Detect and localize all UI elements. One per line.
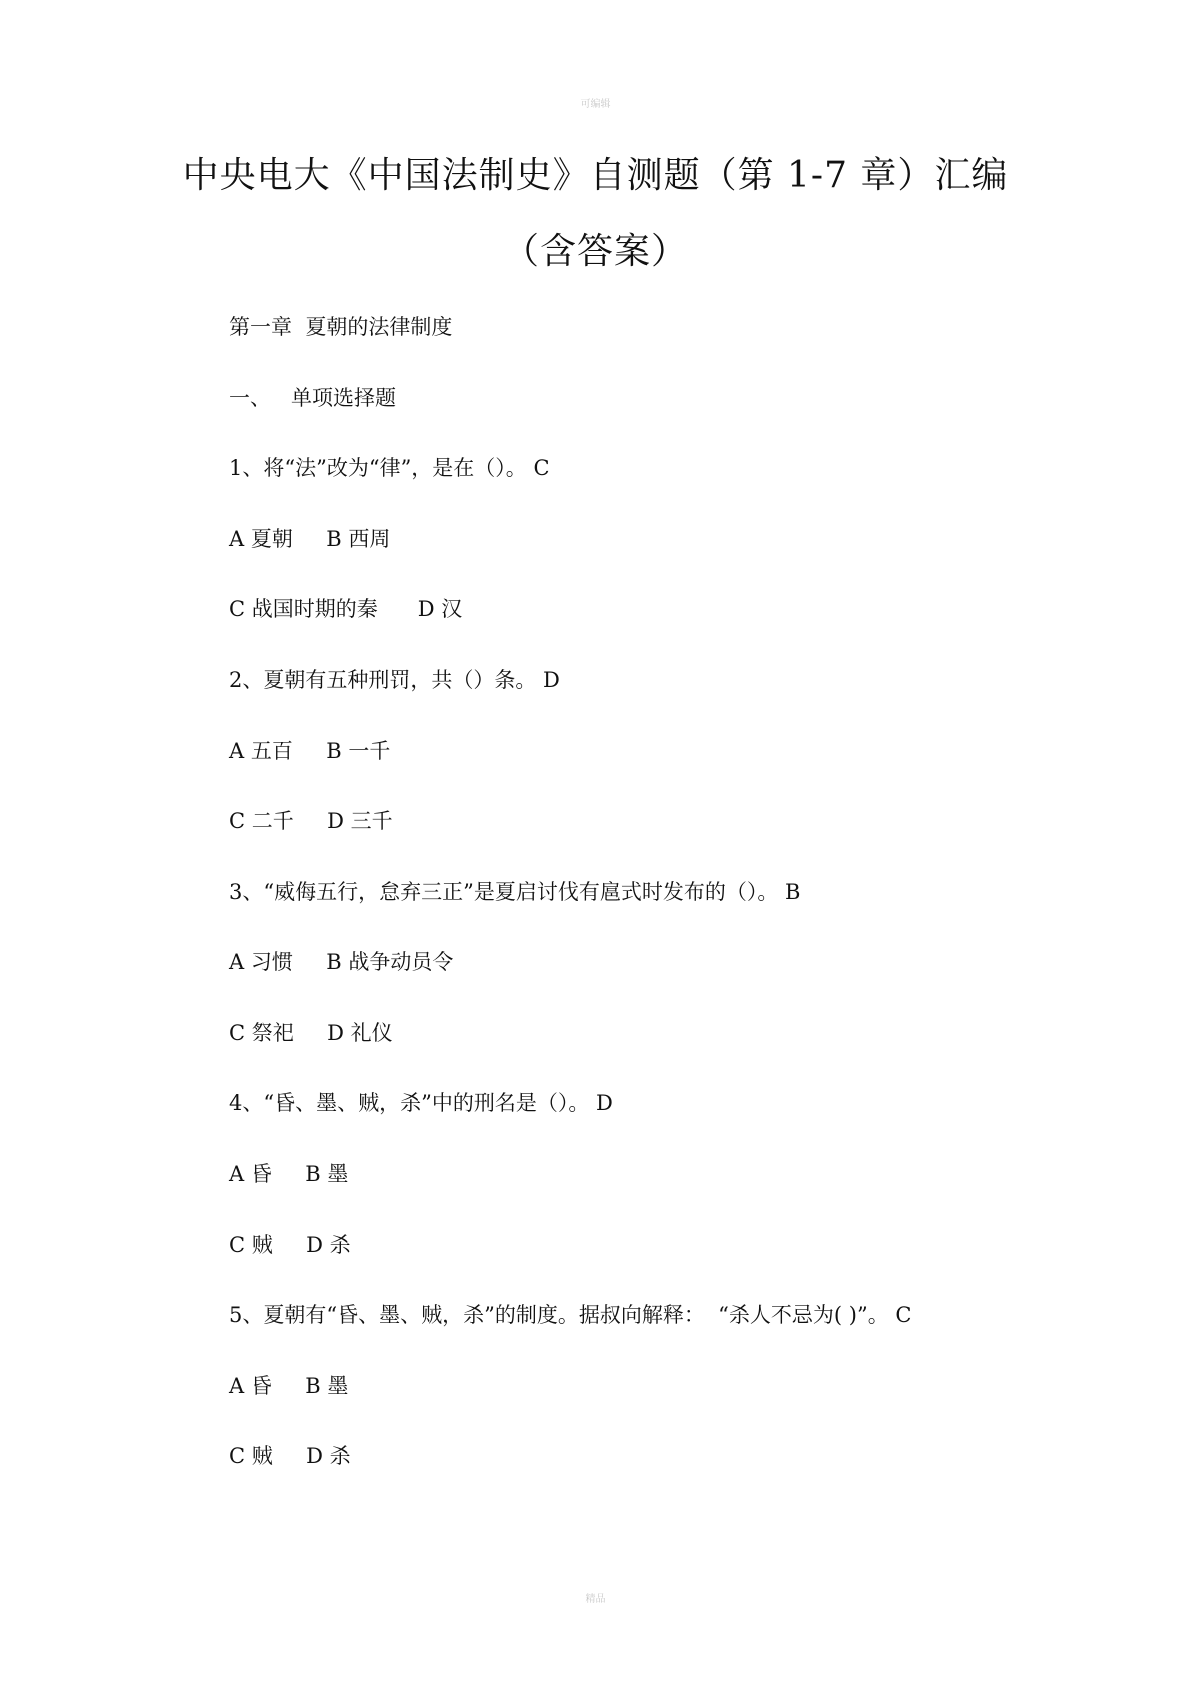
question-3: 3、“威侮五行，怠弃三正”是夏启讨伐有扈式时发布的（）。 B [229,880,801,904]
document-title: 中央电大《中国法制史》自测题（第 1-7 章）汇编（含答案） [182,155,1009,272]
question-1-options-ab: A 夏朝 B 西周 [229,527,391,551]
question-5-options-cd: C 贼 D 杀 [229,1444,351,1468]
question-2-options-ab: A 五百 B 一千 [229,739,391,763]
chapter-heading: 第一章 夏朝的法律制度 [229,315,453,339]
question-4-options-ab: A 昏 B 墨 [229,1162,349,1186]
question-2: 2、夏朝有五种刑罚，共（）条。 D [229,668,560,692]
footer-watermark: 精品 [585,1594,606,1605]
question-3-options-ab: A 习惯 B 战争动员令 [229,950,454,974]
header-watermark: 可编辑 [580,99,611,110]
section-heading: 一、 单项选择题 [229,386,397,410]
question-1-options-cd: C 战国时期的秦 D 汉 [229,597,463,621]
question-1: 1、将“法”改为“律”，是在（）。 C [229,456,550,480]
question-5-options-ab: A 昏 B 墨 [229,1374,349,1398]
question-4-options-cd: C 贼 D 杀 [229,1233,351,1257]
question-3-options-cd: C 祭祀 D 礼仪 [229,1021,393,1045]
question-2-options-cd: C 二千 D 三千 [229,809,393,833]
question-4: 4、“昏、墨、贼，杀”中的刑名是（）。 D [229,1091,613,1115]
question-5: 5、夏朝有“昏、墨、贼，杀”的制度。据叔向解释： “杀人不忌为( )”。 C [229,1303,912,1327]
